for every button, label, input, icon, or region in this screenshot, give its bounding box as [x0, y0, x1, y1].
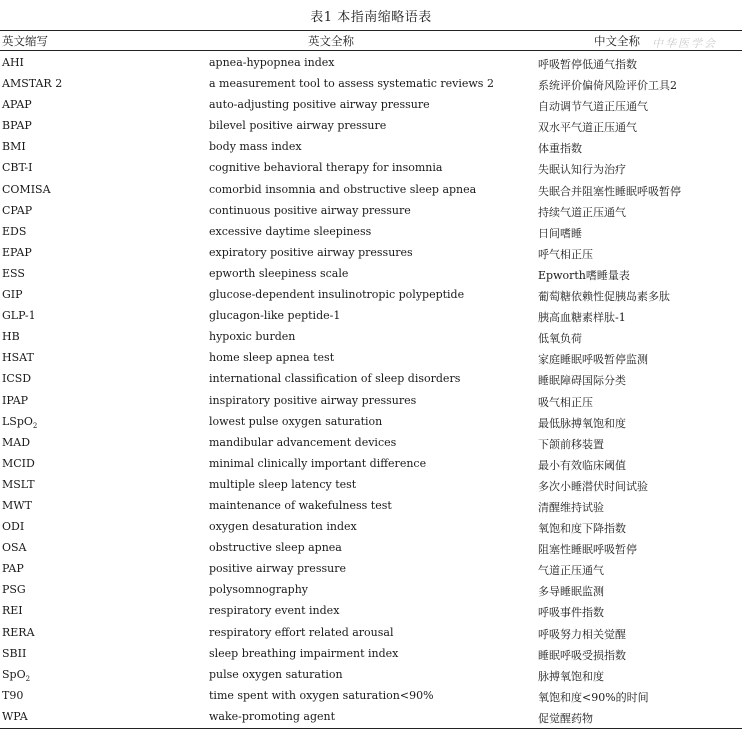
english-name-cell: excessive daytime sleepiness — [209, 224, 372, 238]
chinese-name-cell: 清醒维持试验 — [538, 500, 604, 514]
english-name-cell: bilevel positive airway pressure — [209, 119, 387, 133]
table-row — [0, 411, 742, 432]
english-name-cell: cognitive behavioral therapy for insomnia — [209, 161, 443, 175]
table-row — [0, 347, 742, 368]
abbreviation-cell: COMISA — [2, 182, 51, 196]
abbreviation-cell: MSLT — [2, 477, 35, 491]
english-name-cell: maintenance of wakefulness test — [209, 498, 392, 512]
english-name-cell: respiratory event index — [209, 604, 340, 618]
table-row — [0, 368, 742, 389]
abbreviation-cell: OSA — [2, 541, 27, 555]
table-row — [0, 390, 742, 411]
english-name-cell: wake-promoting agent — [209, 709, 336, 723]
chinese-name-cell: 多次小睡潜伏时间试验 — [538, 479, 648, 493]
abbreviation-cell: HB — [2, 330, 20, 344]
chinese-name-cell: 最小有效临床阈值 — [538, 458, 626, 472]
table-row — [0, 495, 742, 516]
abbreviation-cell: APAP — [2, 98, 32, 112]
chinese-name-cell: 多导睡眠监测 — [538, 585, 604, 599]
table-row — [0, 432, 742, 453]
chinese-name-cell: 氧饱和度下降指数 — [538, 522, 626, 536]
chinese-name-cell: 下颌前移装置 — [538, 437, 604, 451]
table-row — [0, 305, 742, 326]
chinese-name-cell: 最低脉搏氧饱和度 — [538, 416, 626, 430]
table-row — [0, 558, 742, 579]
abbreviation-cell: RERA — [2, 625, 35, 639]
abbreviation-cell: MWT — [2, 498, 32, 512]
table-row — [0, 537, 742, 558]
english-name-cell: comorbid insomnia and obstructive sleep apnea — [209, 182, 477, 196]
header-rule — [0, 50, 742, 51]
header-abbreviation: 英文缩写 — [2, 34, 48, 48]
english-name-cell: glucagon-like peptide-1 — [209, 309, 341, 323]
chinese-name-cell: 葡萄糖依赖性促胰岛素多肽 — [538, 290, 670, 304]
abbreviation-cell: HSAT — [2, 351, 34, 365]
watermark: 中华医学会 — [652, 37, 717, 50]
abbreviation-subscript: 2 — [25, 674, 31, 683]
abbreviation-cell: MCID — [2, 456, 35, 470]
table-row — [0, 600, 742, 621]
chinese-name-cell: 家庭睡眠呼吸暂停监测 — [538, 353, 648, 367]
table-row — [0, 664, 742, 685]
chinese-name-cell: 呼吸努力相关觉醒 — [538, 627, 626, 641]
english-name-cell: positive airway pressure — [209, 562, 346, 576]
abbreviation-cell: BPAP — [2, 119, 32, 133]
abbreviation-cell: AHI — [2, 56, 24, 69]
english-name-cell: glucose-dependent insulinotropic polypeptide — [209, 288, 465, 302]
abbreviation-cell: CPAP — [2, 203, 33, 217]
abbreviation-cell: SBII — [2, 646, 27, 660]
english-name-cell: inspiratory positive airway pressures — [209, 393, 417, 407]
english-name-cell: oxygen desaturation index — [209, 520, 357, 534]
chinese-name-cell: 失眠认知行为治疗 — [538, 163, 626, 177]
english-name-cell: multiple sleep latency test — [209, 477, 357, 491]
chinese-name-cell: 氧饱和度<90%的时间 — [538, 690, 649, 704]
abbreviation-text: SpO — [2, 667, 26, 681]
english-name-cell: continuous positive airway pressure — [209, 203, 411, 217]
table-row — [0, 326, 742, 347]
english-name-cell: respiratory effort related arousal — [209, 625, 394, 639]
table-row — [0, 94, 742, 115]
chinese-name-cell: 体重指数 — [538, 142, 582, 156]
table-row — [0, 622, 742, 643]
table-row — [0, 643, 742, 664]
chinese-name-cell: 阻塞性睡眠呼吸暂停 — [538, 543, 637, 557]
table-row — [0, 263, 742, 284]
english-name-cell: obstructive sleep apnea — [209, 541, 342, 555]
abbreviation-cell: PSG — [2, 583, 26, 597]
table-row — [0, 242, 742, 263]
english-name-cell: mandibular advancement devices — [209, 435, 397, 449]
table-row — [0, 516, 742, 537]
english-name-cell: a measurement tool to assess systematic reviews 2 — [209, 77, 494, 91]
abbreviation-cell: PAP — [2, 562, 24, 576]
chinese-name-cell: 气道正压通气 — [538, 564, 604, 578]
table-row — [0, 73, 742, 94]
table-row — [0, 579, 742, 600]
abbreviation-cell: CBT-I — [2, 161, 33, 175]
table-caption: 表1 本指南缩略语表 — [310, 10, 432, 25]
chinese-name-cell: 呼吸暂停低通气指数 — [538, 58, 637, 71]
abbreviation-cell: MAD — [2, 435, 31, 449]
chinese-name-cell: 呼吸事件指数 — [538, 606, 604, 620]
abbreviation-cell: GLP-1 — [2, 309, 36, 323]
english-name-cell: lowest pulse oxygen saturation — [209, 414, 383, 428]
chinese-name-cell: 胰高血糖素样肽-1 — [538, 311, 626, 325]
english-name-cell: body mass index — [209, 140, 302, 154]
table-row — [0, 115, 742, 136]
bottom-rule — [0, 728, 742, 729]
chinese-name-cell: 自动调节气道正压通气 — [538, 100, 648, 114]
abbreviation-subscript: 2 — [32, 421, 38, 430]
english-name-cell: auto-adjusting positive airway pressure — [209, 98, 430, 112]
english-name-cell: epworth sleepiness scale — [209, 266, 349, 280]
english-name-cell: home sleep apnea test — [209, 351, 335, 365]
abbreviation-cell: EDS — [2, 224, 27, 238]
chinese-name-cell: 吸气相正压 — [538, 395, 593, 409]
table-row — [0, 136, 742, 157]
chinese-name-cell: 双水平气道正压通气 — [538, 121, 637, 135]
table-row — [0, 453, 742, 474]
chinese-name-cell: 呼气相正压 — [538, 247, 593, 261]
english-name-cell: pulse oxygen saturation — [209, 667, 343, 681]
abbreviation-cell: EPAP — [2, 245, 32, 259]
abbreviation-cell: GIP — [2, 288, 23, 302]
chinese-name-cell: 睡眠呼吸受损指数 — [538, 648, 626, 662]
table-body — [0, 52, 742, 727]
table-row — [0, 52, 742, 73]
chinese-name-cell: 日间嗜睡 — [538, 226, 582, 240]
table-row — [0, 157, 742, 178]
english-name-cell: international classification of sleep disorders — [209, 372, 461, 386]
table-row — [0, 284, 742, 305]
english-name-cell: sleep breathing impairment index — [209, 646, 399, 660]
chinese-name-cell: Epworth嗜睡量表 — [538, 268, 630, 282]
abbreviation-cell — [2, 415, 37, 430]
table-row — [0, 474, 742, 495]
table-header — [0, 32, 742, 50]
chinese-name-cell: 持续气道正压通气 — [538, 205, 626, 219]
english-name-cell: minimal clinically important difference — [209, 456, 427, 470]
table-row — [0, 685, 742, 706]
top-rule — [0, 30, 742, 31]
chinese-name-cell: 脉搏氧饱和度 — [538, 669, 604, 683]
table-row — [0, 179, 742, 200]
abbreviation-cell: REI — [2, 604, 23, 618]
header-english-full-name: 英文全称 — [308, 34, 354, 48]
abbreviation-cell: T90 — [2, 688, 24, 702]
abbreviation-cell: IPAP — [2, 393, 29, 407]
english-name-cell: hypoxic burden — [209, 330, 296, 344]
english-name-cell: apnea-hypopnea index — [209, 56, 335, 69]
abbreviation-cell: ESS — [2, 266, 25, 280]
abbreviation-cell: AMSTAR 2 — [2, 77, 63, 91]
abbreviation-cell — [2, 668, 30, 683]
table-row — [0, 221, 742, 242]
chinese-name-cell: 系统评价偏倚风险评价工具2 — [538, 79, 677, 93]
abbreviation-cell: BMI — [2, 140, 26, 154]
abbreviation-cell: ODI — [2, 520, 25, 534]
english-name-cell: time spent with oxygen saturation<90% — [209, 688, 434, 702]
abbreviation-cell: ICSD — [2, 372, 32, 386]
header-chinese-full-name: 中文全称 — [594, 34, 640, 48]
abbreviation-text: LSpO — [2, 414, 33, 428]
abbreviation-cell: WPA — [2, 709, 28, 723]
english-name-cell: polysomnography — [209, 583, 308, 597]
chinese-name-cell: 促觉醒药物 — [538, 711, 593, 725]
table-row — [0, 200, 742, 221]
chinese-name-cell: 失眠合并阻塞性睡眠呼吸暂停 — [538, 184, 681, 198]
table-row — [0, 706, 742, 727]
english-name-cell: expiratory positive airway pressures — [209, 245, 413, 259]
chinese-name-cell: 睡眠障碍国际分类 — [538, 374, 626, 388]
chinese-name-cell: 低氧负荷 — [538, 332, 582, 346]
